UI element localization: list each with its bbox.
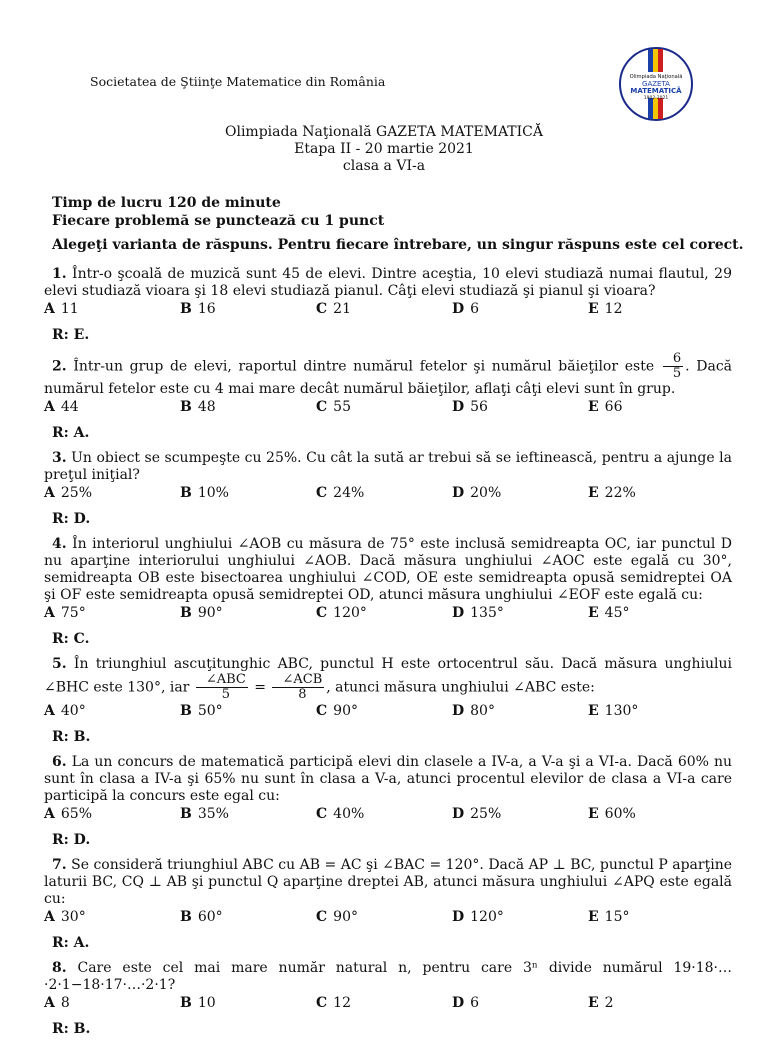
problem-4	[44, 536, 732, 648]
problem-8	[44, 960, 732, 1038]
answer-option-c: C 40%	[316, 806, 365, 822]
logo-top-text: Olimpiada Naţională	[629, 74, 683, 80]
answer-option-a: A 75°	[44, 605, 86, 621]
problem-6	[44, 754, 732, 849]
problem-text: Care este cel mai mare număr natural n, pentru care 3ⁿ divide numărul 19·18·…·2·1−18·17·…·2·1?	[44, 960, 732, 993]
fraction-abc: $\frac{\text{∠ABC}}{5}$	[196, 673, 248, 702]
answer-option-d: D 80°	[452, 703, 495, 719]
answer-option-d: D 56	[452, 399, 488, 415]
correct-answer: R: B.	[52, 729, 91, 745]
problem-number: 2.	[52, 358, 67, 375]
society-name: Societatea de Ştiinţe Matematice din România	[90, 74, 386, 89]
answer-option-d: D 25%	[452, 806, 502, 822]
problem-statement	[44, 352, 732, 398]
answer-option-b: B 50°	[180, 703, 223, 719]
problem-number: 8.	[52, 960, 67, 976]
correct-answer: R: D.	[52, 832, 91, 848]
problem-text: Într-o şcoală de muzică sunt 45 de elevi. Dintre aceştia, 10 elevi studiază numai flautul, 29 elevi studiază vioara şi 18 elevi studiază pianul. Câţi elevi studiază şi pianul şi vioara?	[44, 266, 732, 299]
answer-option-a: A 25%	[44, 485, 92, 501]
answer-option-d: D 6	[452, 301, 480, 317]
problem-text: Un obiect se scumpeşte cu 25%. Cu cât la sută ar trebui să se ieftinească, pentru a ajunge la preţul iniţial?	[44, 450, 732, 483]
exam-info	[52, 194, 752, 254]
problem-7	[44, 857, 732, 952]
problem-text: La un concurs de matematică participă elevi din clasele a IV-a, a V-a şi a VI-a. Dacă 60% nu sunt în clasa a IV-a şi 65% nu sunt în clasa a V-a, atunci procentul elevilor de clasa a VI-a care participă la concurs este egal cu:	[44, 754, 733, 804]
problem-statement	[44, 536, 732, 604]
problem-statement	[44, 266, 732, 300]
correct-answer: R: B.	[52, 1021, 91, 1037]
answer-option-e: E 2	[588, 995, 614, 1011]
answer-option-a: A 44	[44, 399, 79, 415]
instructions: Alegeţi varianta de răspuns. Pentru fiecare întrebare, un singur răspuns este cel corect.	[52, 237, 744, 253]
exam-title: Olimpiada Naţională GAZETA MATEMATICĂ	[224, 124, 543, 140]
problem-text: Se consideră triunghiul ABC cu AB = AC şi ∠BAC = 120°. Dacă AP ⊥ BC, punctul P aparţine laturii BC, CQ ⊥ AB şi punctul Q aparţine dreptei AB, atunci măsura unghiului ∠APQ este egală cu:	[44, 857, 732, 907]
problems-list	[44, 266, 732, 1046]
correct-answer: R: E.	[52, 327, 90, 343]
answer-option-c: C 55	[316, 399, 351, 415]
exam-stage: Etapa II - 20 martie 2021	[294, 141, 474, 157]
answer-options	[44, 909, 732, 926]
fraction: $\frac{6}{5}$	[663, 352, 683, 381]
problem-number: 7.	[52, 857, 67, 873]
answer-option-a: A 11	[44, 301, 79, 317]
answer-option-a: A 40°	[44, 703, 86, 719]
answer-options	[44, 301, 732, 318]
fraction-acb: $\frac{\text{∠ACB}}{8}$	[272, 673, 324, 702]
problem-2	[44, 352, 732, 442]
problem-number: 4.	[52, 536, 67, 552]
problem-3	[44, 450, 732, 528]
correct-answer: R: D.	[52, 511, 91, 527]
answer-option-a: A 65%	[44, 806, 92, 822]
problem-1	[44, 266, 732, 344]
exam-grade: clasa a VI-a	[342, 158, 426, 174]
equals-sign: =	[254, 679, 267, 696]
answer-option-c: C 24%	[316, 485, 365, 501]
answer-option-e: E 45°	[588, 605, 630, 621]
answer-option-b: B 90°	[180, 605, 223, 621]
answer-option-d: D 120°	[452, 909, 504, 925]
problem-text-cont: . Dacă numărul fetelor este cu 4 mai mare decât numărul băieţilor, aflaţi câţi elevi sunt în grup.	[44, 358, 733, 397]
answer-option-d: D 6	[452, 995, 480, 1011]
logo-name-line2: MATEMATICĂ	[630, 87, 682, 95]
answer-option-e: E 22%	[588, 485, 636, 501]
answer-option-c: C 120°	[316, 605, 367, 621]
problem-number: 1.	[52, 266, 67, 282]
answer-option-d: D 135°	[452, 605, 504, 621]
problem-5	[44, 656, 732, 746]
answer-option-a: A 8	[44, 995, 70, 1011]
answer-option-c: C 90°	[316, 703, 358, 719]
answer-option-e: E 130°	[588, 703, 639, 719]
answer-option-d: D 20%	[452, 485, 502, 501]
answer-options	[44, 485, 732, 502]
logo-years: 1902-2021	[643, 96, 669, 101]
problem-number: 3.	[52, 450, 67, 466]
gazeta-matematica-logo	[618, 46, 694, 122]
points-info: Fiecare problemă se punctează cu 1 punct	[52, 213, 385, 229]
correct-answer: R: A.	[52, 935, 90, 951]
problem-text: În interiorul unghiului ∠AOB cu măsura de 75° este inclusă semidreapta OC, iar punctul D nu aparţine interiorului unghiului ∠AOB. Dacă măsura unghiului ∠AOC este egală cu 30°, semidreapta OB este bisectoarea unghiului ∠COD, OE este semidreapta opusă semidreptei OA şi OF este semidreapta opusă semidreptei OD, atunci măsura unghiului ∠EOF este egală cu:	[44, 536, 732, 603]
logo-name-line1: GAZETA	[642, 80, 670, 88]
problem-text: Într-un grup de elevi, raportul dintre numărul fetelor şi numărul băieţilor este	[73, 358, 655, 375]
correct-answer: R: A.	[52, 425, 90, 441]
answer-option-e: E 66	[588, 399, 623, 415]
correct-answer: R: C.	[52, 631, 90, 647]
problem-statement	[44, 450, 732, 484]
answer-option-b: B 48	[180, 399, 216, 415]
problem-number: 6.	[52, 754, 67, 770]
answer-options	[44, 605, 732, 622]
answer-option-b: B 10%	[180, 485, 229, 501]
answer-option-b: B 60°	[180, 909, 223, 925]
problem-statement	[44, 960, 732, 994]
problem-statement	[44, 857, 732, 908]
exam-header	[0, 124, 768, 175]
problem-statement	[44, 656, 732, 702]
answer-options	[44, 995, 732, 1012]
answer-option-b: B 35%	[180, 806, 229, 822]
answer-option-a: A 30°	[44, 909, 86, 925]
problem-text-cont: , atunci măsura unghiului ∠ABC este:	[326, 679, 595, 696]
answer-options	[44, 806, 732, 823]
problem-text: În triunghiul ascuţitunghic ABC, punctul H este ortocentrul său. Dacă măsura unghiului ∠BHC este 130°, iar	[44, 656, 732, 696]
answer-option-c: C 21	[316, 301, 351, 317]
answer-option-c: C 12	[316, 995, 351, 1011]
problem-number: 5.	[52, 656, 67, 672]
answer-options	[44, 399, 732, 416]
answer-option-e: E 15°	[588, 909, 630, 925]
answer-option-b: B 16	[180, 301, 216, 317]
problem-statement	[44, 754, 732, 805]
answer-option-c: C 90°	[316, 909, 358, 925]
answer-options	[44, 703, 732, 720]
answer-option-e: E 12	[588, 301, 623, 317]
answer-option-b: B 10	[180, 995, 216, 1011]
time-limit: Timp de lucru 120 de minute	[52, 195, 281, 211]
answer-option-e: E 60%	[588, 806, 636, 822]
